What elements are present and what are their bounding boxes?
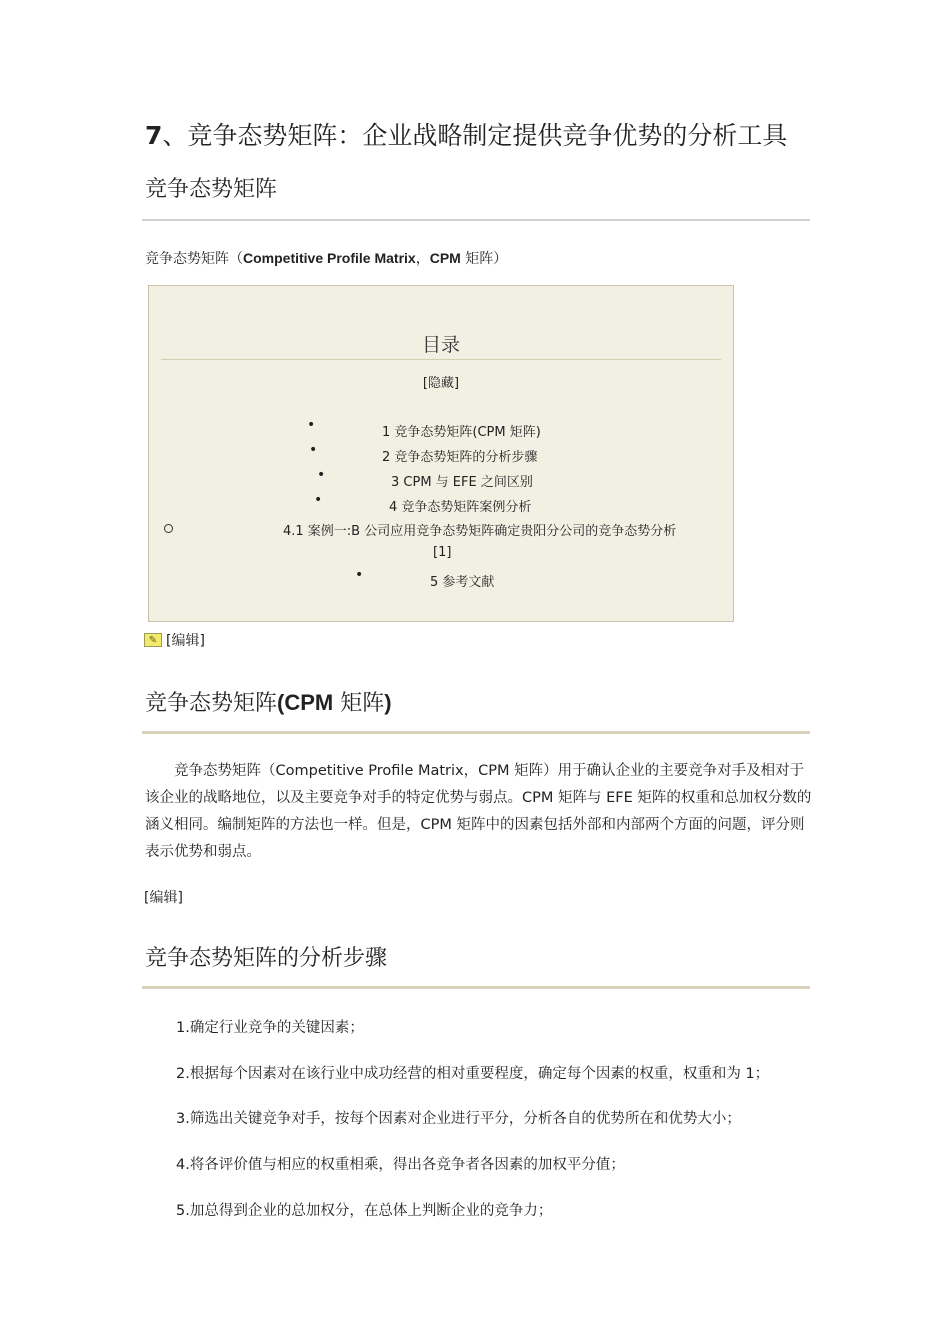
toc-item-5[interactable]: 5 参考文献 (430, 575, 495, 590)
cpm-heading-abbr: (CPM (277, 690, 334, 715)
bullet-icon: • (307, 417, 316, 433)
bullet-icon: • (355, 567, 364, 583)
intro-abbr: CPM (429, 250, 461, 266)
toc-divider (161, 359, 721, 360)
edit-label: [编辑] (166, 633, 205, 649)
section-divider (142, 986, 810, 989)
toc-item-4-1[interactable]: 4.1 案例一:B 公司应用竞争态势矩阵确定贵阳分公司的竞争态势分析 (283, 524, 677, 539)
toc-item-3[interactable]: 3 CPM 与 EFE 之间区别 (391, 475, 533, 490)
toc-title: 目录 (421, 334, 460, 356)
intro-line (145, 248, 507, 268)
toc-item-4[interactable]: 4 竞争态势矩阵案例分析 (389, 500, 532, 515)
step-3: 3.筛选出关键竞争对手，按每个因素对企业进行平分，分析各自的优势所在和优势大小； (176, 1111, 741, 1127)
cpm-heading-text: 竞争态势矩阵 (145, 691, 278, 716)
section-heading-main: 竞争态势矩阵 (145, 177, 278, 202)
step-2: 2.根据每个因素对在该行业中成功经营的相对重要程度，确定每个因素的权重，权重和为 1； (176, 1066, 770, 1082)
toc-hide-link[interactable]: [隐藏] (422, 376, 460, 391)
toc-item-4-1-ref[interactable]: [1] (433, 545, 452, 560)
page-title (145, 116, 787, 152)
intro-term: Competitive Profile Matrix (243, 250, 416, 266)
ring-bullet-icon (164, 524, 173, 533)
cpm-paragraph (145, 758, 813, 866)
table-of-contents (148, 285, 734, 622)
step-1: 1.确定行业竞争的关键因素； (176, 1020, 364, 1036)
toc-item-1[interactable]: 1 竞争态势矩阵(CPM 矩阵) (382, 425, 541, 440)
edit-link-intro[interactable] (144, 630, 205, 650)
intro-sep: ， (415, 251, 430, 267)
cpm-heading-mid: 矩阵 (333, 691, 385, 716)
bullet-icon: • (317, 467, 326, 483)
bullet-icon: • (314, 492, 323, 508)
edit-icon: ✎ (144, 633, 162, 647)
section-heading-cpm (145, 686, 392, 717)
step-4: 4.将各评价值与相应的权重相乘，得出各竞争者各因素的加权平分值； (176, 1157, 625, 1173)
title-text: 、竞争态势矩阵：企业战略制定提供竞争优势的分析工具 (162, 121, 788, 150)
intro-suffix: 矩阵） (460, 251, 508, 267)
intro-prefix: 竞争态势矩阵（ (145, 251, 243, 267)
cpm-heading-close: ) (384, 690, 392, 715)
section-divider (142, 219, 810, 221)
toc-item-2[interactable]: 2 竞争态势矩阵的分析步骤 (382, 450, 538, 465)
step-5: 5.加总得到企业的总加权分，在总体上判断企业的竞争力； (176, 1203, 553, 1219)
title-number: 7 (145, 121, 163, 150)
section-heading-steps: 竞争态势矩阵的分析步骤 (145, 946, 388, 971)
bullet-icon: • (309, 442, 318, 458)
section-divider (142, 731, 810, 734)
edit-link-cpm[interactable]: [编辑] (144, 890, 183, 906)
cpm-paragraph-text: 竞争态势矩阵（Competitive Profile Matrix，CPM 矩阵）用于确认企业的主要竞争对手及相对于该企业的战略地位，以及主要竞争对手的特定优势与弱点。CPM 矩阵与 EFE 矩阵的权重和总加权分数的涵义相同。编制矩阵的方法也一样。但是，CPM 矩阵中的因素包括外部和内部两个方面的问题，评分则表示优势和弱点。 (145, 763, 812, 860)
